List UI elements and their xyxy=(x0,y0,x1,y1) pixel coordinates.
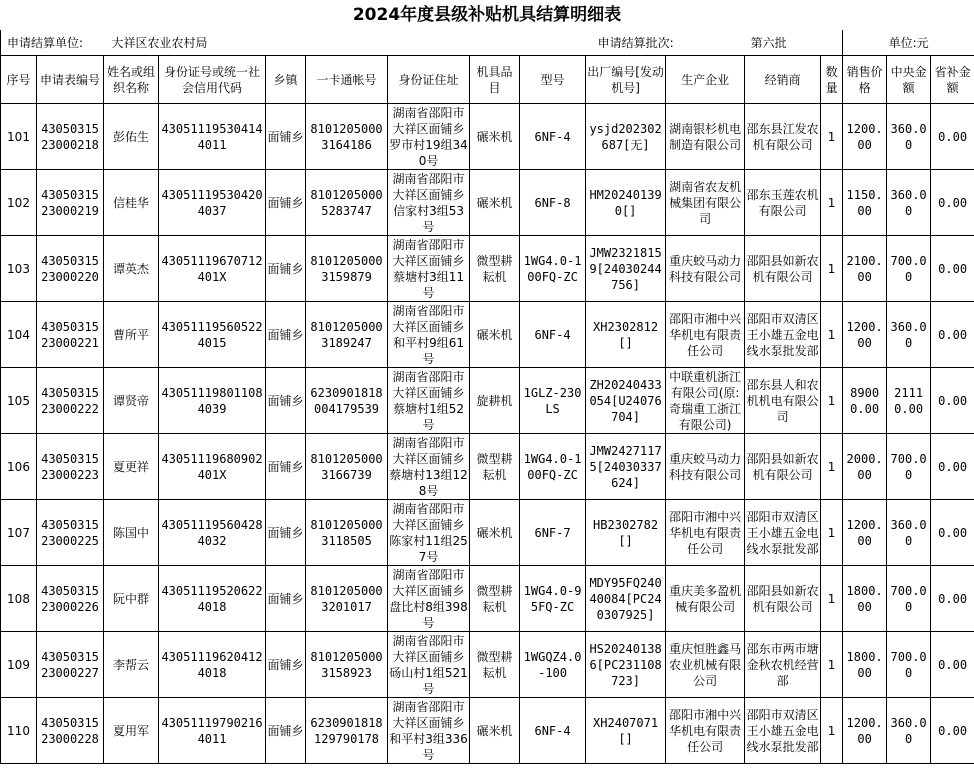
dealer-cell[interactable]: 邵阳县如新农机有限公司 xyxy=(745,236,821,302)
machine-category-cell[interactable]: 旋耕机 xyxy=(470,368,520,434)
serial-number-cell[interactable]: JMW23218159[24030244756] xyxy=(586,236,666,302)
col-card-account-header: 一卡通帐号 xyxy=(306,56,388,104)
township-cell[interactable]: 面铺乡 xyxy=(266,368,306,434)
quantity-cell[interactable]: 1 xyxy=(821,236,843,302)
col-model-header: 型号 xyxy=(520,56,586,104)
table-row[interactable] xyxy=(1,434,974,500)
serial-number-cell[interactable]: ysjd202302687[无] xyxy=(586,104,666,170)
serial-number-cell[interactable]: HM202401390[] xyxy=(586,170,666,236)
table-row[interactable] xyxy=(1,236,974,302)
quantity-cell[interactable]: 1 xyxy=(821,170,843,236)
quantity-cell[interactable]: 1 xyxy=(821,434,843,500)
provincial-amount-cell[interactable]: 0.00 xyxy=(931,104,974,170)
name-cell[interactable]: 彭佑生 xyxy=(104,104,159,170)
page-title: 2024年度县级补贴机具结算明细表 xyxy=(352,5,622,25)
machine-category-cell[interactable]: 微型耕耘机 xyxy=(470,566,520,632)
central-amount-cell[interactable]: 700.00 xyxy=(887,236,931,302)
address-cell[interactable]: 湖南省邵阳市大祥区面铺乡蔡塘村1组52号 xyxy=(388,368,470,434)
provincial-amount-cell[interactable]: 0.00 xyxy=(931,434,974,500)
application-no-cell[interactable]: 4305031523000227 xyxy=(37,632,104,698)
central-amount-cell[interactable]: 360.00 xyxy=(887,170,931,236)
batch-value: 第六批 xyxy=(745,30,843,56)
provincial-amount-cell[interactable]: 0.00 xyxy=(931,236,974,302)
id-number-cell[interactable]: 430511195304204037 xyxy=(159,170,266,236)
sale-price-cell[interactable]: 1200.00 xyxy=(843,698,887,764)
address-cell[interactable]: 湖南省邵阳市大祥区面铺乡盘比村8组398号 xyxy=(389,567,468,630)
manufacturer-cell[interactable]: 重庆蛟马动力科技有限公司 xyxy=(666,434,745,500)
serial-number-cell[interactable]: MDY95FQ24040084[PC240307925] xyxy=(586,566,666,632)
machine-category-cell[interactable]: 碾米机 xyxy=(470,698,520,764)
sale-price-cell[interactable]: 89000.00 xyxy=(843,368,887,434)
sale-price-cell[interactable]: 1200.00 xyxy=(843,500,887,566)
dealer-cell[interactable]: 邵阳市双清区王小雄五金电线水泵批发部 xyxy=(745,302,821,368)
dealer-cell[interactable]: 邵东县人和农机机电有限公司 xyxy=(745,368,821,434)
provincial-amount-cell[interactable]: 0.00 xyxy=(931,698,974,764)
machine-category-cell[interactable]: 碾米机 xyxy=(470,500,520,566)
sale-price-cell[interactable]: 1200.00 xyxy=(843,104,887,170)
col-serial-number-header: 出厂编号[发动机号] xyxy=(586,56,666,104)
col-central-amount-header: 中央金额 xyxy=(887,56,931,104)
name-cell[interactable]: 阮中群 xyxy=(104,566,159,632)
id-number-cell[interactable]: 430511195304144011 xyxy=(159,104,266,170)
address-cell[interactable]: 湖南省邵阳市大祥区面铺乡罗市村19组340号 xyxy=(389,105,468,168)
seq-cell[interactable]: 102 xyxy=(1,170,37,236)
seq-cell[interactable]: 101 xyxy=(1,104,37,170)
address-cell[interactable]: 湖南省邵阳市大祥区面铺乡蔡塘村13组128号 xyxy=(389,435,468,498)
card-account-cell[interactable]: 81012050003159879 xyxy=(306,236,388,302)
seq-cell[interactable]: 107 xyxy=(1,500,37,566)
township-cell[interactable]: 面铺乡 xyxy=(266,566,306,632)
id-number-cell[interactable]: 43051119670712401X xyxy=(159,236,266,302)
seq-cell[interactable]: 110 xyxy=(1,698,37,764)
col-machine-category-header: 机具品目 xyxy=(470,56,520,104)
quantity-cell[interactable]: 1 xyxy=(821,302,843,368)
applicant-unit-value: 大祥区农业农村局 xyxy=(104,30,388,56)
sale-price-cell[interactable]: 2000.00 xyxy=(843,434,887,500)
application-no-cell[interactable]: 4305031523000221 xyxy=(37,302,104,368)
serial-number-cell[interactable]: XH2407071[] xyxy=(586,698,666,764)
manufacturer-cell[interactable]: 重庆恒胜鑫马农业机械有限公司 xyxy=(666,632,745,698)
provincial-amount-cell[interactable]: 0.00 xyxy=(931,632,974,698)
serial-number-cell[interactable]: HB2302782[] xyxy=(586,500,666,566)
unit-label: 单位:元 xyxy=(843,30,974,56)
col-sale-price-header: 销售价格 xyxy=(843,56,887,104)
manufacturer-cell[interactable]: 邵阳市湘中兴华机电有限责任公司 xyxy=(666,698,745,764)
address-cell[interactable]: 湖南省邵阳市大祥区面铺乡砀山村1组521号 xyxy=(389,633,468,696)
provincial-amount-cell[interactable]: 0.00 xyxy=(931,302,974,368)
col-address-header: 身份证住址 xyxy=(388,56,470,104)
name-cell[interactable]: 夏用军 xyxy=(104,698,159,764)
name-cell[interactable]: 陈国中 xyxy=(104,500,159,566)
model-cell[interactable]: 6NF-7 xyxy=(520,500,586,566)
address-cell[interactable]: 湖南省邵阳市大祥区面铺乡和平村3组336号 xyxy=(389,699,468,762)
name-cell[interactable]: 曹所平 xyxy=(104,302,159,368)
meta-row xyxy=(1,30,974,56)
card-account-cell[interactable]: 81012050003189247 xyxy=(306,302,388,368)
manufacturer-cell[interactable]: 中联重机浙江有限公司(原:奇瑞重工浙江有限公司) xyxy=(666,368,745,434)
central-amount-cell[interactable]: 21110.00 xyxy=(887,368,931,434)
serial-number-cell[interactable]: ZH20240433054[U24076704] xyxy=(586,368,666,434)
card-account-cell[interactable]: 81012050005283747 xyxy=(306,170,388,236)
serial-number-cell[interactable]: XH2302812[] xyxy=(586,302,666,368)
quantity-cell[interactable]: 1 xyxy=(821,104,843,170)
sale-price-cell[interactable]: 1150.00 xyxy=(843,170,887,236)
dealer-cell[interactable]: 邵阳县如新农机有限公司 xyxy=(745,434,821,500)
col-name-header: 姓名或组织名称 xyxy=(104,56,159,104)
manufacturer-cell[interactable]: 重庆美多盈机械有限公司 xyxy=(666,566,745,632)
quantity-cell[interactable]: 1 xyxy=(821,698,843,764)
name-cell[interactable]: 信桂华 xyxy=(104,170,159,236)
col-application-no-header: 申请表编号 xyxy=(37,56,104,104)
id-number-cell[interactable]: 430511195605224015 xyxy=(159,302,266,368)
table-row[interactable] xyxy=(1,170,974,236)
serial-number-cell[interactable]: JMW24271175[24030337624] xyxy=(586,434,666,500)
col-id-number-header: 身份证号或统一社会信用代码 xyxy=(159,56,266,104)
machine-category-cell[interactable]: 微型耕耘机 xyxy=(470,434,520,500)
sale-price-cell[interactable]: 1800.00 xyxy=(843,566,887,632)
township-cell[interactable]: 面铺乡 xyxy=(266,632,306,698)
application-no-cell[interactable]: 4305031523000225 xyxy=(37,500,104,566)
central-amount-cell[interactable]: 700.00 xyxy=(887,434,931,500)
col-manufacturer-header: 生产企业 xyxy=(666,56,745,104)
name-cell[interactable]: 谭贤帝 xyxy=(104,368,159,434)
address-cell[interactable]: 湖南省邵阳市大祥区面铺乡和平村9组61号 xyxy=(388,302,470,368)
dealer-cell[interactable]: 邵东玉莲农机有限公司 xyxy=(745,170,821,236)
address-cell[interactable]: 湖南省邵阳市大祥区面铺乡信家村3组53号 xyxy=(388,170,470,236)
model-cell[interactable]: 1WG4.0-95FQ-ZC xyxy=(520,566,586,632)
table-row[interactable] xyxy=(1,104,974,170)
sale-price-cell[interactable]: 1200.00 xyxy=(843,302,887,368)
central-amount-cell[interactable]: 360.00 xyxy=(887,698,931,764)
name-cell[interactable]: 夏更祥 xyxy=(104,434,159,500)
township-cell[interactable]: 面铺乡 xyxy=(266,236,306,302)
header-row xyxy=(1,56,974,104)
col-township-header: 乡镇 xyxy=(266,56,306,104)
model-cell[interactable]: 1WG4.0-100FQ-ZC xyxy=(520,434,586,500)
provincial-amount-cell[interactable]: 0.00 xyxy=(931,500,974,566)
sale-price-cell[interactable]: 1800.00 xyxy=(843,632,887,698)
model-cell[interactable]: 6NF-4 xyxy=(520,698,586,764)
card-account-cell[interactable]: 81012050003164186 xyxy=(306,104,388,170)
township-cell[interactable]: 面铺乡 xyxy=(266,434,306,500)
machine-category-cell[interactable]: 碾米机 xyxy=(470,104,520,170)
applicant-unit-label: 申请结算单位: xyxy=(1,30,104,56)
provincial-amount-cell[interactable]: 0.00 xyxy=(931,566,974,632)
township-cell[interactable]: 面铺乡 xyxy=(266,302,306,368)
application-no-cell[interactable]: 4305031523000222 xyxy=(37,368,104,434)
central-amount-cell[interactable]: 360.00 xyxy=(887,104,931,170)
batch-label: 申请结算批次: xyxy=(586,30,745,56)
id-number-cell[interactable]: 430511196204124018 xyxy=(159,632,266,698)
township-cell[interactable]: 面铺乡 xyxy=(266,698,306,764)
manufacturer-cell[interactable]: 湖南省农友机械集团有限公司 xyxy=(666,170,745,236)
card-account-cell[interactable]: 81012050003158923 xyxy=(306,632,388,698)
table-row[interactable] xyxy=(1,632,974,698)
seq-cell[interactable]: 108 xyxy=(1,566,37,632)
id-number-cell[interactable]: 430511198011084039 xyxy=(159,368,266,434)
application-no-cell[interactable]: 4305031523000220 xyxy=(37,236,104,302)
settlement-table xyxy=(0,30,974,764)
name-cell[interactable]: 谭英杰 xyxy=(104,236,159,302)
township-cell[interactable]: 面铺乡 xyxy=(266,500,306,566)
application-no-cell[interactable]: 4305031523000228 xyxy=(37,698,104,764)
col-provincial-amount-header: 省补金额 xyxy=(931,56,974,104)
model-cell[interactable]: 1GLZ-230LS xyxy=(520,368,586,434)
model-cell[interactable]: 1WG4.0-100FQ-ZC xyxy=(520,236,586,302)
col-seq-header: 序号 xyxy=(1,56,37,104)
table-row[interactable] xyxy=(1,566,974,632)
card-account-cell[interactable]: 6230901818129790178 xyxy=(306,698,388,764)
address-cell[interactable]: 湖南省邵阳市大祥区面铺乡陈家村11组257号 xyxy=(389,501,468,564)
quantity-cell[interactable]: 1 xyxy=(821,368,843,434)
card-account-cell[interactable]: 6230901818004179539 xyxy=(306,368,388,434)
machine-category-cell[interactable]: 碾米机 xyxy=(470,170,520,236)
dealer-cell[interactable]: 邵阳市双清区王小雄五金电线水泵批发部 xyxy=(745,698,821,764)
card-account-cell[interactable]: 81012050003166739 xyxy=(306,434,388,500)
model-cell[interactable]: 6NF-8 xyxy=(520,170,586,236)
central-amount-cell[interactable]: 360.00 xyxy=(887,500,931,566)
manufacturer-cell[interactable]: 湖南银杉机电制造有限公司 xyxy=(666,104,745,170)
table-row[interactable] xyxy=(1,368,974,434)
seq-cell[interactable]: 106 xyxy=(1,434,37,500)
central-amount-cell[interactable]: 700.00 xyxy=(887,632,931,698)
machine-category-cell[interactable]: 微型耕耘机 xyxy=(470,632,520,698)
quantity-cell[interactable]: 1 xyxy=(821,566,843,632)
card-account-cell[interactable]: 81012050003118505 xyxy=(306,500,388,566)
col-dealer-header: 经销商 xyxy=(745,56,821,104)
township-cell[interactable]: 面铺乡 xyxy=(266,104,306,170)
seq-cell[interactable]: 104 xyxy=(1,302,37,368)
manufacturer-cell[interactable]: 邵阳市湘中兴华机电有限责任公司 xyxy=(666,302,745,368)
dealer-cell[interactable]: 邵东市两市塘金秋农机经营部 xyxy=(745,632,821,698)
quantity-cell[interactable]: 1 xyxy=(821,500,843,566)
application-no-cell[interactable]: 4305031523000226 xyxy=(37,566,104,632)
id-number-cell[interactable]: 430511197902164011 xyxy=(159,698,266,764)
table-row[interactable] xyxy=(1,302,974,368)
table-row[interactable] xyxy=(1,500,974,566)
township-cell[interactable]: 面铺乡 xyxy=(266,170,306,236)
id-number-cell[interactable]: 430511195604284032 xyxy=(159,500,266,566)
provincial-amount-cell[interactable]: 0.00 xyxy=(931,170,974,236)
manufacturer-cell[interactable]: 邵阳市湘中兴华机电有限责任公司 xyxy=(666,500,745,566)
dealer-cell[interactable]: 邵阳县如新农机有限公司 xyxy=(745,566,821,632)
application-no-cell[interactable]: 4305031523000223 xyxy=(37,434,104,500)
id-number-cell[interactable]: 43051119680902401X xyxy=(159,434,266,500)
central-amount-cell[interactable]: 360.00 xyxy=(887,302,931,368)
machine-category-cell[interactable]: 碾米机 xyxy=(470,302,520,368)
seq-cell[interactable]: 105 xyxy=(1,368,37,434)
col-quantity-header: 数量 xyxy=(821,56,843,104)
dealer-cell[interactable]: 邵阳市双清区王小雄五金电线水泵批发部 xyxy=(745,500,821,566)
quantity-cell[interactable]: 1 xyxy=(821,632,843,698)
name-cell[interactable]: 李帮云 xyxy=(104,632,159,698)
card-account-cell[interactable]: 81012050003201017 xyxy=(306,566,388,632)
seq-cell[interactable]: 103 xyxy=(1,236,37,302)
table-row[interactable] xyxy=(1,698,974,764)
sale-price-cell[interactable]: 2100.00 xyxy=(843,236,887,302)
machine-category-cell[interactable]: 微型耕耘机 xyxy=(470,236,520,302)
manufacturer-cell[interactable]: 重庆蛟马动力科技有限公司 xyxy=(666,236,745,302)
address-cell[interactable]: 湖南省邵阳市大祥区面铺乡蔡塘村3组11号 xyxy=(388,236,470,302)
model-cell[interactable]: 6NF-4 xyxy=(520,302,586,368)
dealer-cell[interactable]: 邵东县江发农机有限公司 xyxy=(745,104,821,170)
application-no-cell[interactable]: 4305031523000219 xyxy=(37,170,104,236)
provincial-amount-cell[interactable]: 0.00 xyxy=(931,368,974,434)
model-cell[interactable]: 6NF-4 xyxy=(520,104,586,170)
id-number-cell[interactable]: 430511195206224018 xyxy=(159,566,266,632)
central-amount-cell[interactable]: 700.00 xyxy=(887,566,931,632)
serial-number-cell[interactable]: HS202401386[PC231108723] xyxy=(586,632,666,698)
application-no-cell[interactable]: 4305031523000218 xyxy=(37,104,104,170)
model-cell[interactable]: 1WGQZ4.0-100 xyxy=(520,632,586,698)
seq-cell[interactable]: 109 xyxy=(1,632,37,698)
